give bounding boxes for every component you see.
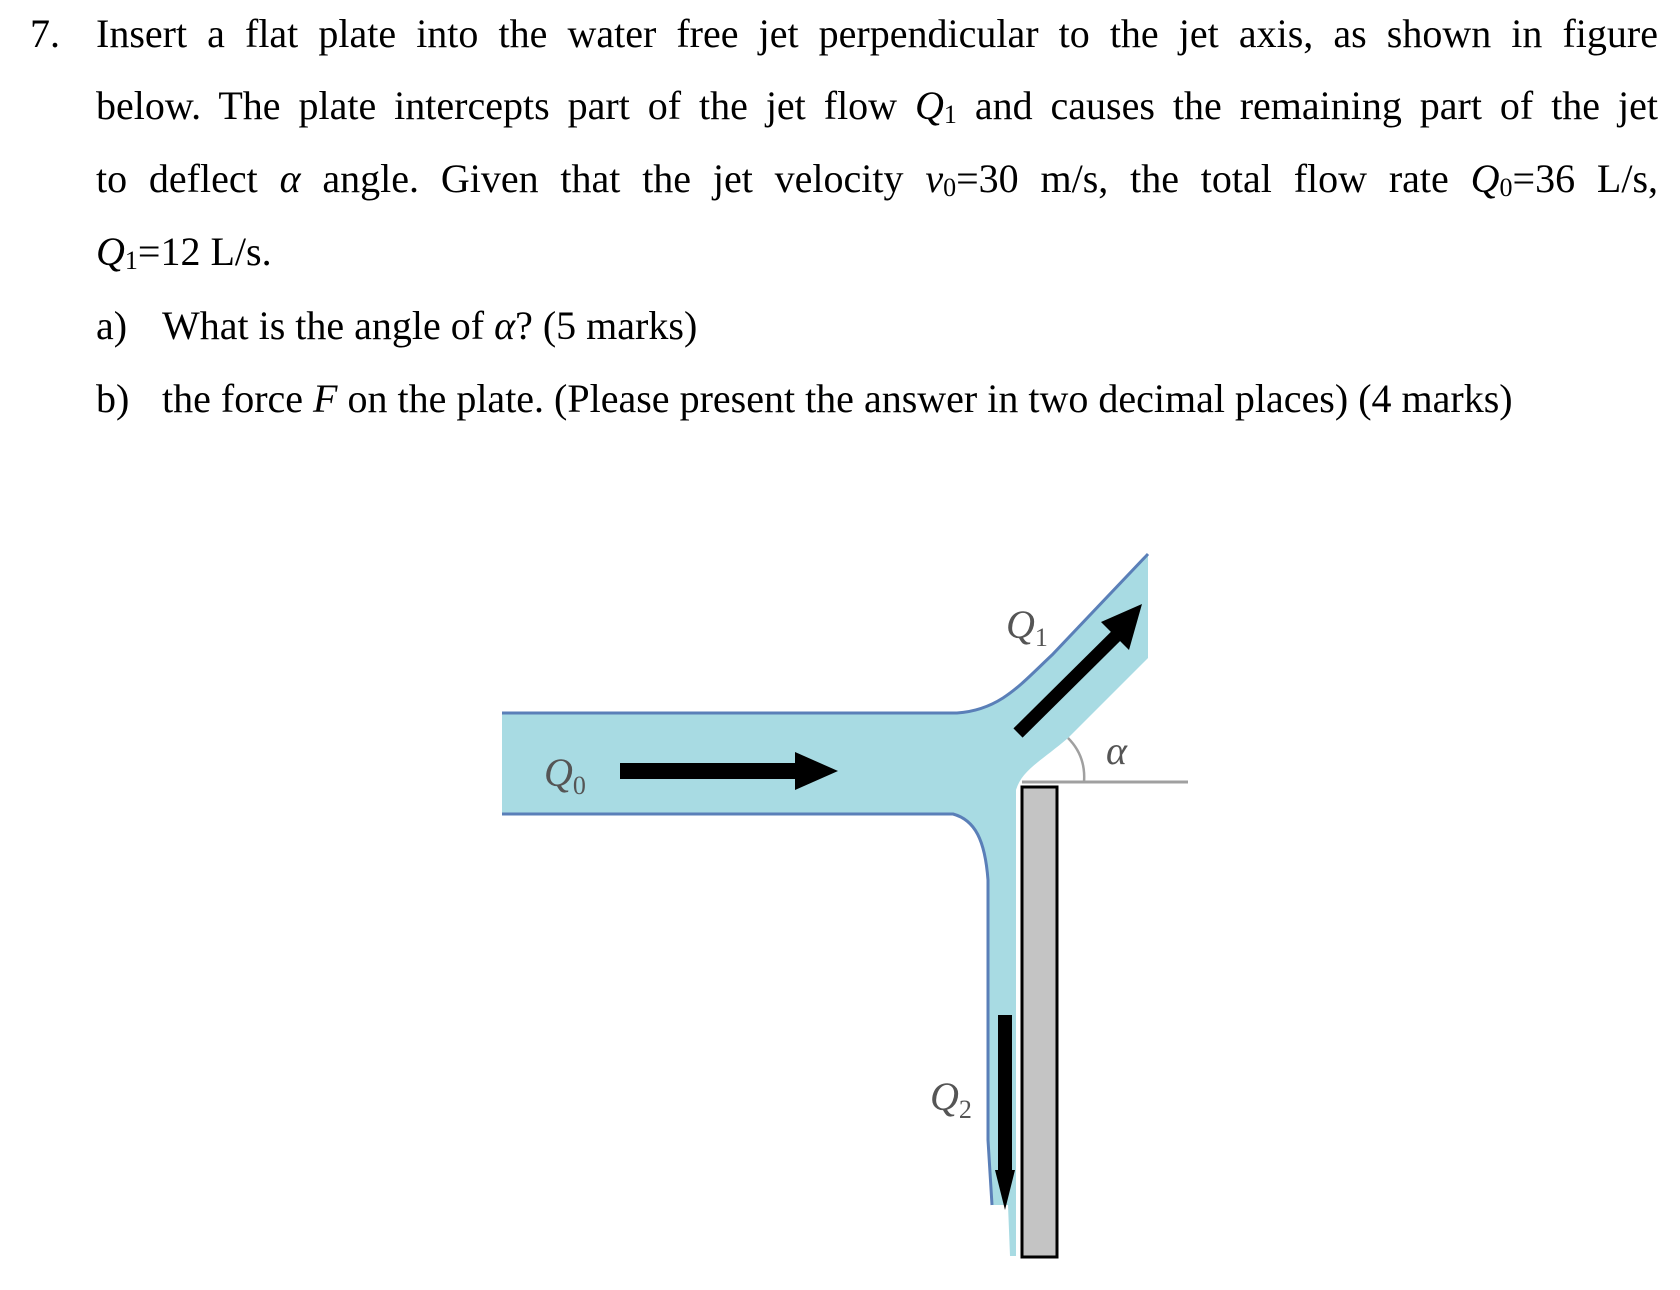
part-a-text-1: What is the angle of [162,303,495,348]
q0-label: $Q_0$ [544,750,586,800]
q0-symbol: Q [1470,156,1500,201]
q1-symbol-line4: Q [96,229,125,274]
part-a-alpha: α [494,303,516,348]
jet-lower-edge [502,814,992,1205]
question-line-3-text-a: to deflect [96,156,280,201]
question-line-1-text: Insert a flat plate into the water free jet perpendicular to the jet axis, as shown in figure [96,11,1658,56]
flat-plate [1022,787,1057,1257]
q1-label: $Q_1$ [1006,602,1048,652]
v0-symbol: v [925,156,944,201]
question-line-2-text-b: and causes the remaining part of the jet [956,83,1658,128]
q1-subscript-line4: 1 [124,246,138,275]
part-b-text-2: on the plate. (Please present the answer in two decimal places) (4 marks) [337,376,1513,421]
part-a-label: a) [96,303,128,348]
force-symbol: F [313,376,338,421]
part-a-text-2: ? (5 marks) [515,303,698,348]
part-b-label: b) [96,376,130,421]
q2-flow-arrow [995,1015,1015,1210]
v0-subscript: 0 [943,173,957,202]
q1-symbol: Q [915,83,944,128]
part-b-text-1: the force [162,376,314,421]
q1-subscript: 1 [943,100,957,129]
question-line-3-text-c: =30 m/s, the total flow rate [956,156,1471,201]
question-line-4-text: =12 L/s. [137,229,272,274]
q2-label: $Q_2$ [930,1074,972,1124]
q0-subscript: 0 [1499,173,1513,202]
alpha-arc [1068,738,1084,782]
alpha-label: α [1106,728,1127,773]
question-line-3-text-b: angle. Given that the jet velocity [300,156,926,201]
alpha-symbol: α [279,156,301,201]
question-number: 7. [30,11,60,56]
question-line-2-text-a: below. The plate intercepts part of the jet flow [96,83,916,128]
question-line-3-text-d: =36 L/s, [1512,156,1659,201]
